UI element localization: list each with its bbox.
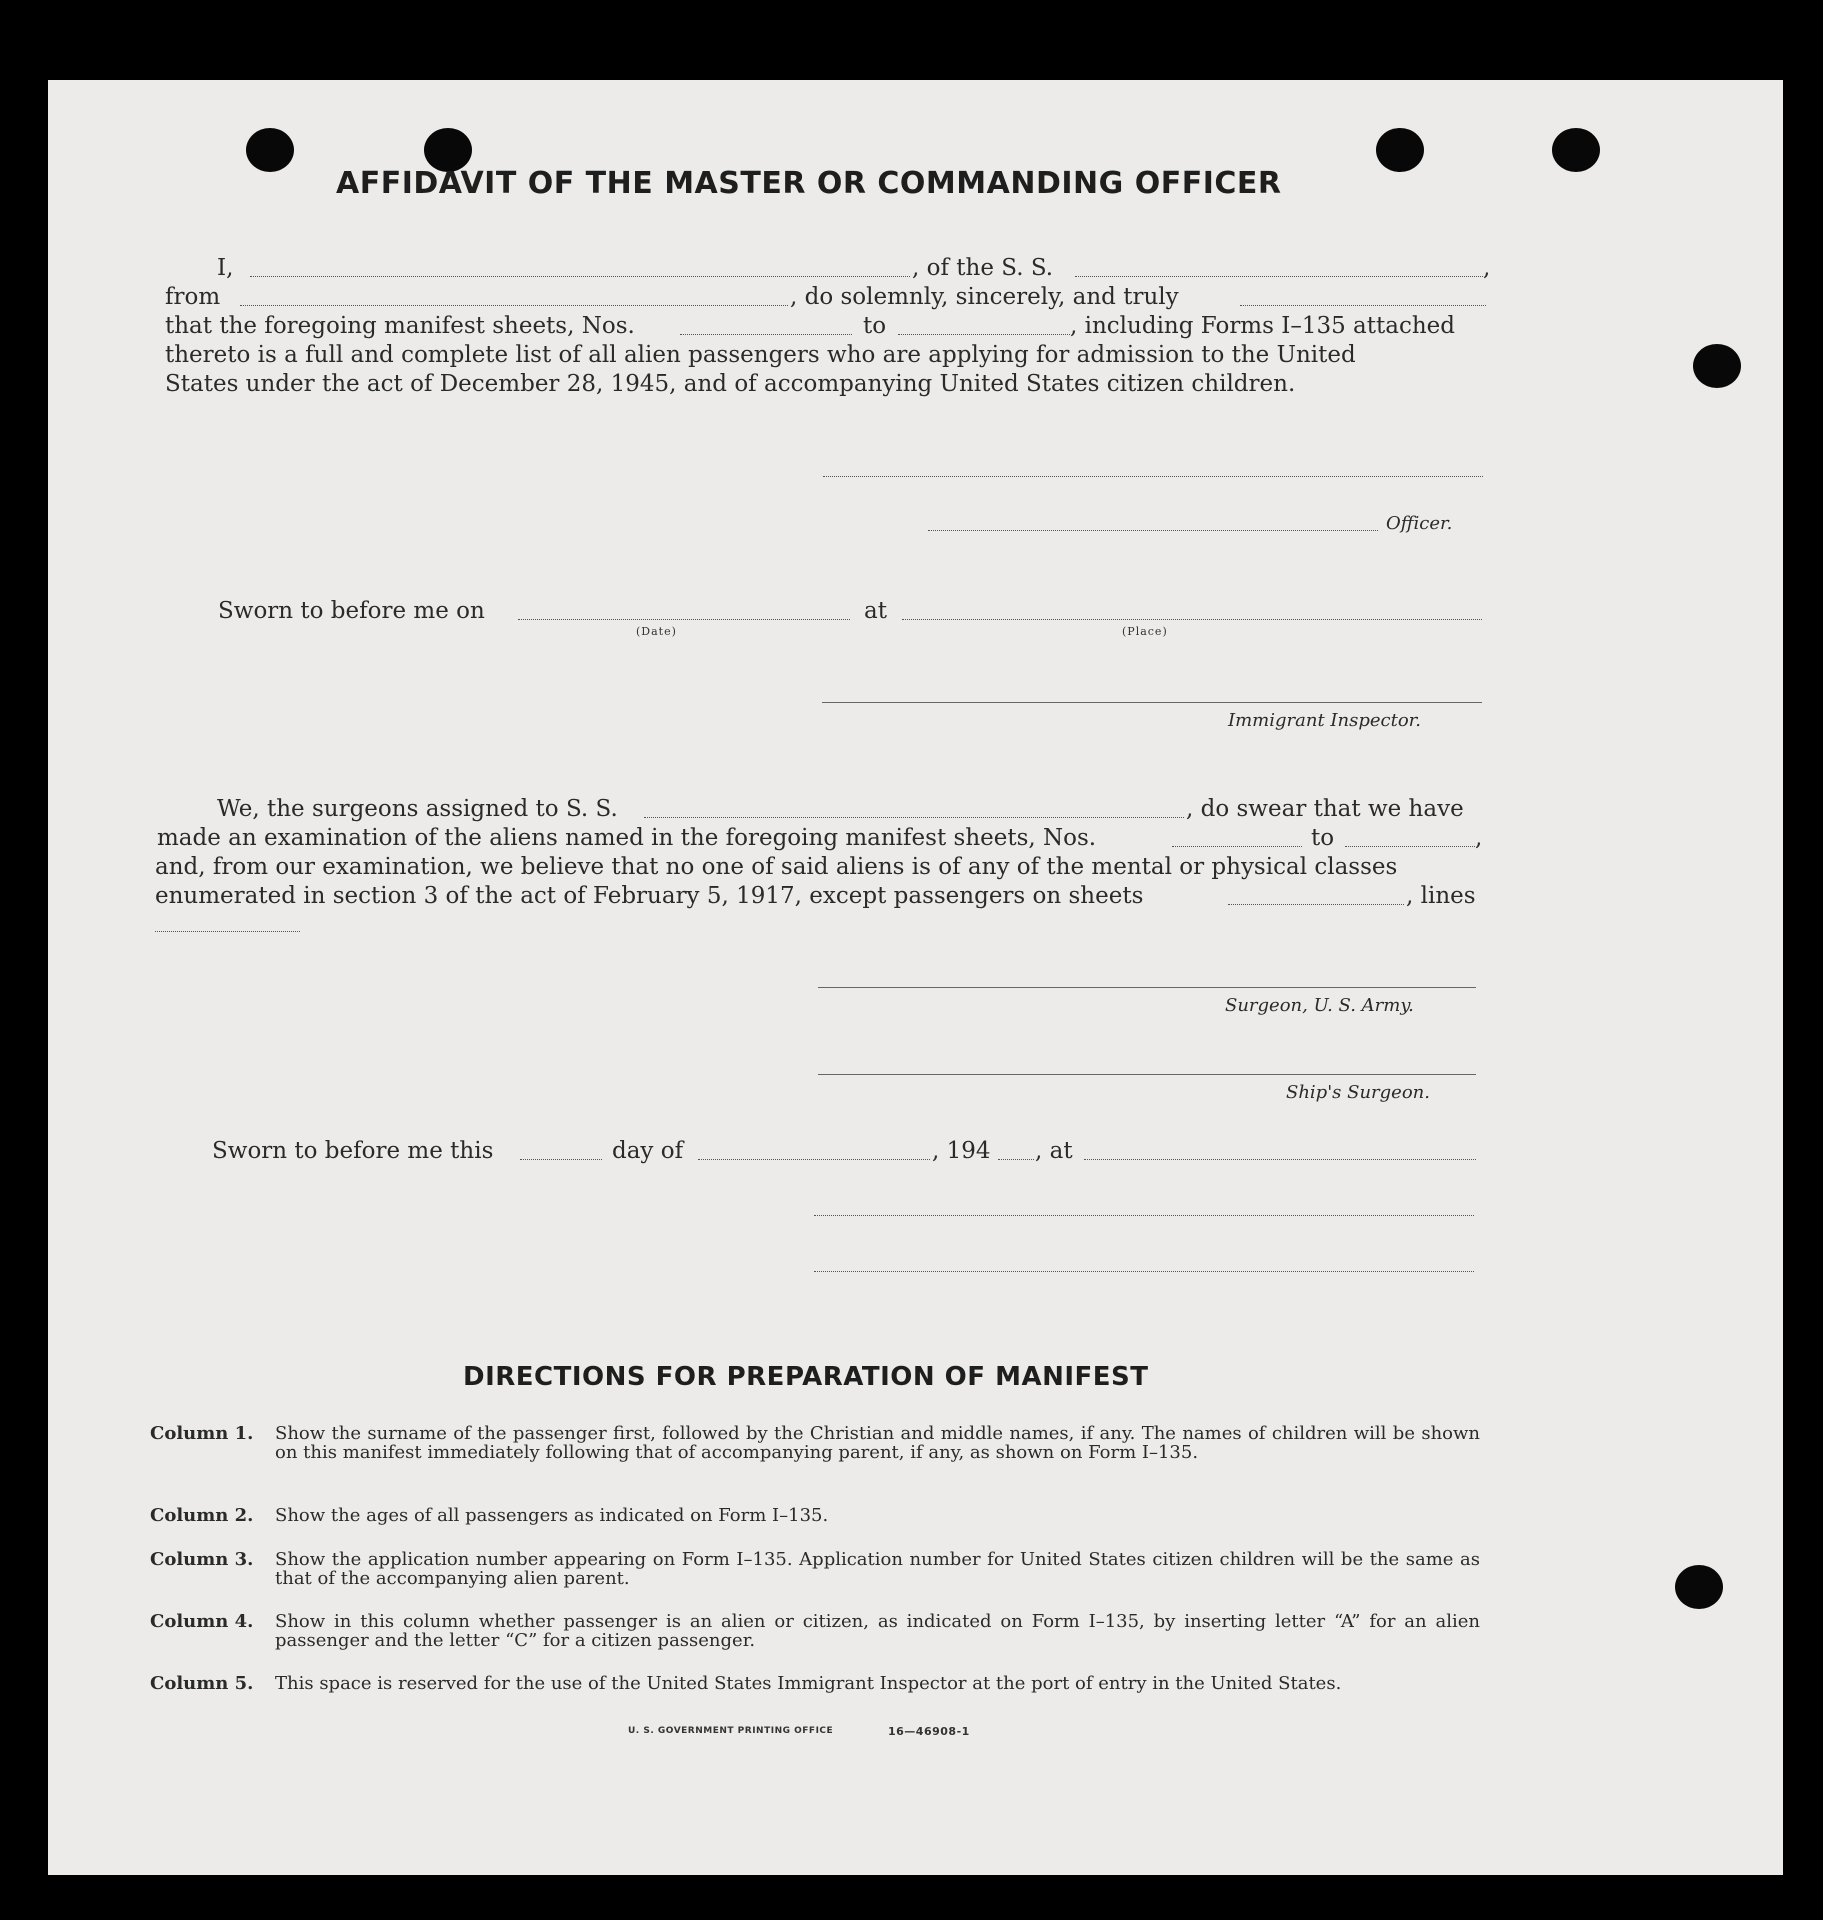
surgeons-text: , bbox=[1475, 825, 1483, 851]
surgeons-text: , lines bbox=[1406, 883, 1476, 909]
affidavit-text: to bbox=[863, 313, 887, 339]
surgeons-text: enumerated in section 3 of the act of February 5, 1917, except passengers on sheets bbox=[155, 883, 1144, 909]
column-label: Column 2. bbox=[150, 1505, 254, 1526]
sworn-text: at bbox=[864, 598, 887, 624]
surgeons-text: We, the surgeons assigned to S. S. bbox=[217, 796, 618, 822]
direction-row bbox=[150, 1506, 1480, 1528]
column-label: Column 1. bbox=[150, 1423, 254, 1444]
sheet-from-field[interactable] bbox=[680, 334, 852, 335]
sworn2-text: Sworn to before me this bbox=[212, 1138, 494, 1164]
column-text: Show the application number appearing on Form I–135. Application number for United States citizen children will be the same as that of the accompanying alien parent. bbox=[275, 1549, 1480, 1589]
ship-name-field[interactable] bbox=[1075, 276, 1483, 277]
punch-hole bbox=[1376, 128, 1424, 172]
surgeons-text: to bbox=[1311, 825, 1335, 851]
affidavit-text: , of the S. S. bbox=[912, 255, 1054, 281]
sworn2-text: , 194 bbox=[932, 1138, 991, 1164]
page-title: AFFIDAVIT OF THE MASTER OR COMMANDING OFFICER bbox=[336, 166, 1282, 201]
sworn2-place-field[interactable] bbox=[1084, 1159, 1476, 1160]
date-caption: (Date) bbox=[636, 625, 677, 638]
sworn2-signature-field[interactable] bbox=[814, 1215, 1474, 1216]
exam-sheet-from-field[interactable] bbox=[1172, 846, 1302, 847]
surgeons-text: , do swear that we have bbox=[1186, 796, 1464, 822]
affidavit-text: , bbox=[1483, 255, 1491, 281]
place-caption: (Place) bbox=[1122, 625, 1168, 638]
affidavit-text: States under the act of December 28, 1945, and of accompanying United States citizen children. bbox=[165, 371, 1296, 397]
punch-hole bbox=[1693, 344, 1741, 388]
column-text: Show the surname of the passenger first, followed by the Christian and middle names, if any. The names of children will be shown on this manifest immediately following that of accompanying parent, if any, as shown on Form I–135. bbox=[275, 1423, 1480, 1463]
sworn2-title-field[interactable] bbox=[814, 1271, 1474, 1272]
affidavit-text: from bbox=[165, 284, 221, 310]
punch-hole bbox=[1552, 128, 1600, 172]
column-text: This space is reserved for the use of the United States Immigrant Inspector at the port of entry in the United States. bbox=[275, 1673, 1342, 1694]
column-text: Show in this column whether passenger is an alien or citizen, as indicated on Form I–135, by inserting letter “A” for an alien passenger and the letter “C” for a citizen passenger. bbox=[275, 1611, 1480, 1651]
column-label: Column 5. bbox=[150, 1673, 254, 1694]
officer-signature-field[interactable] bbox=[823, 476, 1483, 477]
direction-row bbox=[150, 1424, 1480, 1484]
punch-hole bbox=[246, 128, 294, 172]
surgeons-text: and, from our examination, we believe that no one of said aliens is of any of the mental or physical classes bbox=[155, 854, 1398, 880]
inspector-signature-field[interactable] bbox=[822, 702, 1482, 703]
sworn-date-field[interactable] bbox=[518, 619, 850, 620]
except-sheets-field[interactable] bbox=[1228, 904, 1404, 905]
column-label: Column 3. bbox=[150, 1549, 254, 1570]
sworn2-month-field[interactable] bbox=[698, 1159, 930, 1160]
printer-imprint: U. S. GOVERNMENT PRINTING OFFICE bbox=[628, 1726, 834, 1736]
directions-title: DIRECTIONS FOR PREPARATION OF MANIFEST bbox=[463, 1362, 1149, 1392]
sworn-text: Sworn to before me on bbox=[218, 598, 485, 624]
army-surgeon-label: Surgeon, U. S. Army. bbox=[1225, 995, 1414, 1016]
master-name-field[interactable] bbox=[250, 276, 910, 277]
column-label: Column 4. bbox=[150, 1611, 254, 1632]
sworn2-text: day of bbox=[612, 1138, 684, 1164]
affidavit-text: , including Forms I–135 attached bbox=[1070, 313, 1455, 339]
departure-port-field[interactable] bbox=[240, 305, 788, 306]
officer-title-field[interactable] bbox=[928, 530, 1378, 531]
direction-row bbox=[150, 1550, 1480, 1590]
sheet-to-field[interactable] bbox=[898, 334, 1070, 335]
except-lines-field[interactable] bbox=[155, 931, 300, 932]
officer-label: Officer. bbox=[1386, 513, 1453, 534]
sworn2-year-field[interactable] bbox=[998, 1159, 1034, 1160]
form-code: 16—46908-1 bbox=[888, 1725, 970, 1738]
affidavit-text: , do solemnly, sincerely, and truly bbox=[790, 284, 1179, 310]
sworn2-day-field[interactable] bbox=[520, 1159, 602, 1160]
affidavit-text: that the foregoing manifest sheets, Nos. bbox=[165, 313, 635, 339]
direction-row bbox=[150, 1612, 1480, 1652]
surgeon-ship-field[interactable] bbox=[644, 817, 1184, 818]
exam-sheet-to-field[interactable] bbox=[1345, 846, 1475, 847]
army-surgeon-signature-field[interactable] bbox=[818, 987, 1476, 988]
surgeons-text: made an examination of the aliens named in the foregoing manifest sheets, Nos. bbox=[157, 825, 1097, 851]
sworn-place-field[interactable] bbox=[902, 619, 1482, 620]
ship-surgeon-signature-field[interactable] bbox=[818, 1074, 1476, 1075]
ship-surgeon-label: Ship's Surgeon. bbox=[1286, 1082, 1430, 1103]
affidavit-text: I, bbox=[217, 255, 234, 281]
affirm-field[interactable] bbox=[1240, 305, 1486, 306]
inspector-label: Immigrant Inspector. bbox=[1228, 710, 1422, 731]
column-text: Show the ages of all passengers as indicated on Form I–135. bbox=[275, 1505, 829, 1526]
sworn2-text: , at bbox=[1035, 1138, 1073, 1164]
punch-hole bbox=[1675, 1565, 1723, 1609]
direction-row bbox=[150, 1674, 1480, 1714]
affidavit-text: thereto is a full and complete list of all alien passengers who are applying for admission to the United bbox=[165, 342, 1356, 368]
